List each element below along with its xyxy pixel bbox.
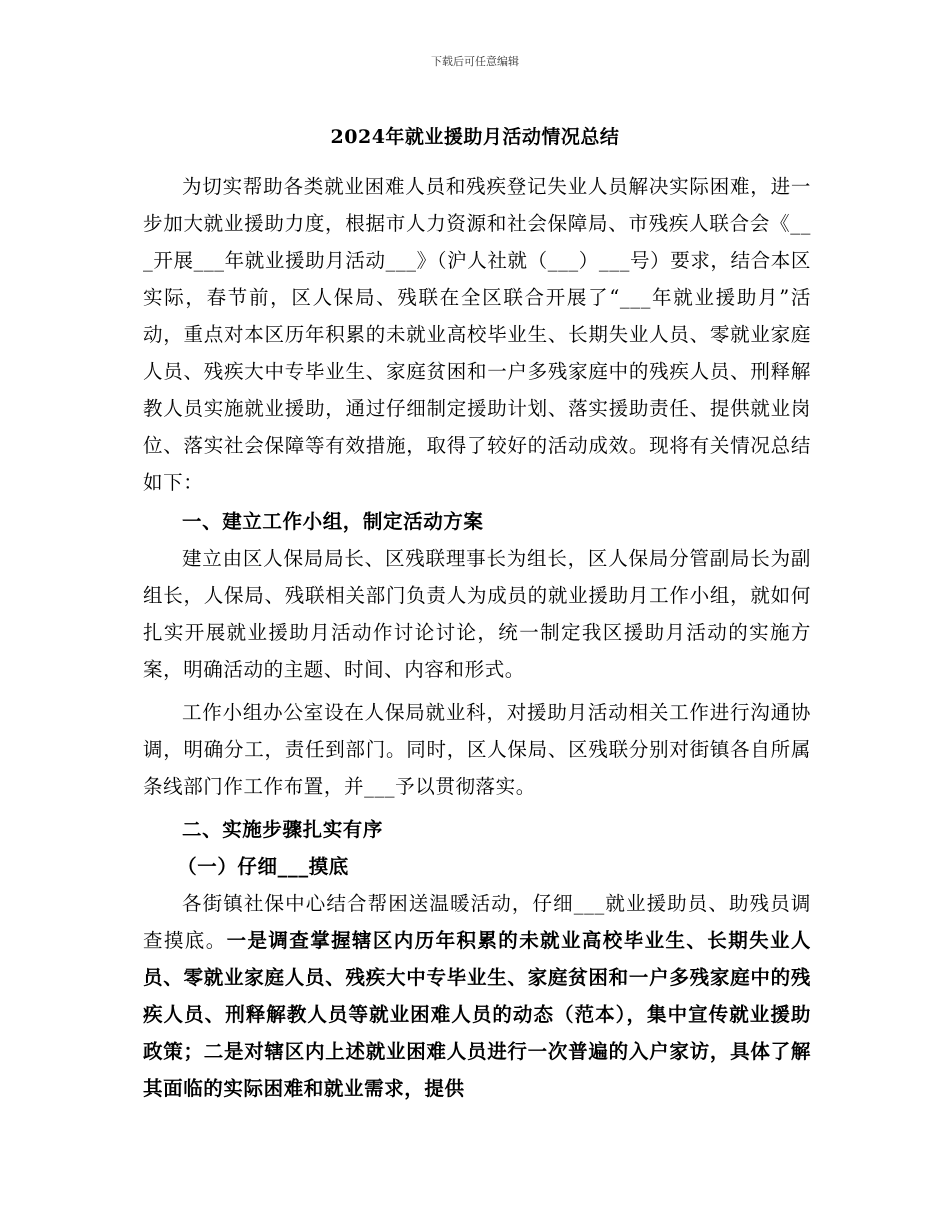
section1-heading: 一、建立工作小组，制定活动方案 — [182, 510, 484, 533]
section2-heading: 二、实施步骤扎实有序 — [182, 818, 384, 841]
section1-paragraph-1: 建立由区人保局局长、区残联理事长为组长，区人保局分管副局长为副组长，人保局、残联相关部门负责人为成员的就业援助月工作小组，就如何扎实开展就业援助月活动作讨论讨论，统一制定我区援助月活动的实施方案，明确活动的主题、时间、内容和形式。 — [143, 547, 811, 681]
intro-paragraph: 为切实帮助各类就业困难人员和残疾登记失业人员解决实际困难，进一步加大就业援助力度，根据市人力资源和社会保障局、市残疾人联合会《___开展___年就业援助月活动___》（沪人社就（___）___号）要求，结合本区实际，春节前，区人保局、残联在全区联合开展了“___年就业援助月”活动，重点对本区历年积累的未就业高校毕业生、长期失业人员、零就业家庭人员、残疾大中专毕业生、家庭贫困和一户多残家庭中的残疾人员、刑释解教人员实施就业援助，通过仔细制定援助计划、落实援助责任、提供就业岗位、落实社会保障等有效措施，取得了较好的活动成效。现将有关情况总结如下： — [143, 175, 812, 494]
section1-paragraph-2: 工作小组办公室设在人保局就业科，对援助月活动相关工作进行沟通协调，明确分工，责任到部门。同时，区人保局、区残联分别对街镇各自所属条线部门作工作布置，并___予以贯彻落实。 — [143, 701, 811, 798]
section2-sub1-heading: （一）仔细___摸底 — [177, 855, 349, 878]
document-title: 2024年就业援助月活动情况总结 — [330, 126, 620, 148]
document-body — [143, 168, 811, 1107]
sub1-normal-text: 各街镇社保中心结合帮困送温暖活动，仔细___就业援助员、助残员调查摸底。 — [143, 892, 811, 952]
sub1-bold-text: 一是调查掌握辖区内历年积累的未就业高校毕业生、长期失业人员、零就业家庭人员、残疾大中专毕业生、家庭贫困和一户多残家庭中的残疾人员、刑释解教人员等就业困难人员的动态（范本），集中宣传就业援助政策；二是对辖区内上述就业困难人员进行一次普遍的入户家访，具体了解其面临的实际困难和就业需求，提供 — [143, 929, 811, 1100]
section2-sub1-paragraph — [143, 885, 811, 1107]
page-header-note: 下载后可任意编辑 — [431, 55, 519, 68]
